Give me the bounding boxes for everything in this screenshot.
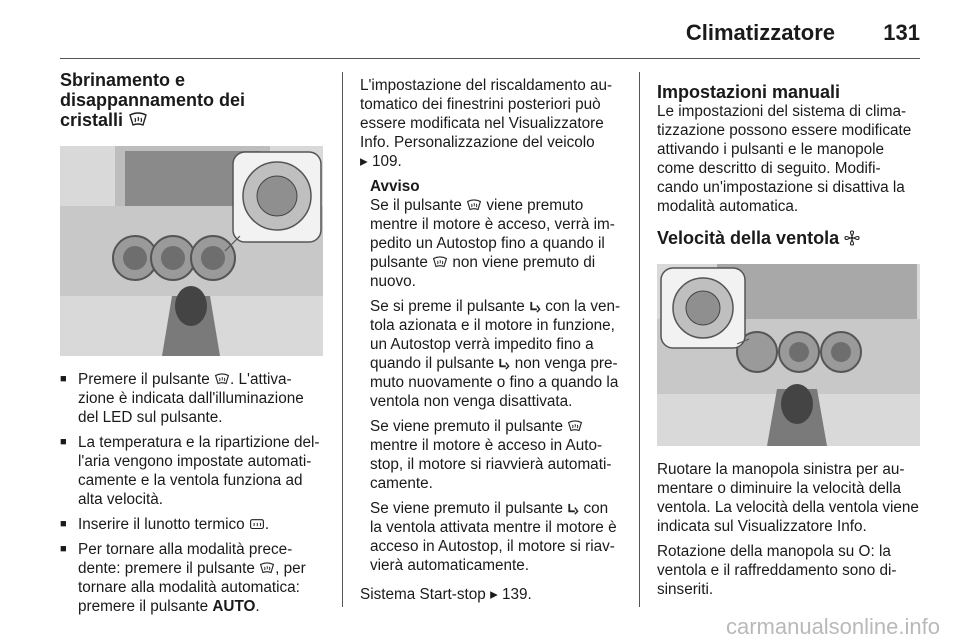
note-paragraph: Se si preme il pulsante con la ven-tola azionata e il motore in funzione, un Autostop verrà impedito fino a quando il pulsante non venga pre-muto nuovamente o fino a quando la ventola non venga disattivata. [370,298,621,410]
note-paragraph: Se viene premuto il pulsante con la ventola attivata mentre il motore è acceso in Autostop, il motore si riav-vierà automaticamente. [370,500,617,574]
section-heading-fan: Velocità della ventola [657,228,922,248]
cross-reference-icon: ▸ [490,586,498,603]
column-divider-2 [639,72,640,607]
column-divider-1 [342,72,343,607]
windscreen-defrost-icon [128,112,148,128]
watermark: carmanualsonline.info [725,614,940,639]
column-2 [360,76,622,610]
list-item: ■ Premere il pulsante . L'attiva-zione è indicata dall'illuminazione del LED sul pulsante. [60,370,325,427]
header-title: Climatizzatore [685,20,835,45]
windscreen-defrost-icon [466,199,482,212]
rear-window-heating-icon [249,518,265,531]
start-stop-reference: Sistema Start-stop ▸ 139. [360,586,532,603]
note-box [360,177,622,575]
windscreen-defrost-icon [259,562,275,575]
defrost-button-photo [60,146,323,356]
cross-reference-icon: ▸ [360,153,368,170]
air-distribution-icon [498,357,510,370]
off-symbol: O [858,543,871,560]
note-paragraph: Se viene premuto il pulsante mentre il motore è acceso in Auto-stop, il motore si riavvierà automati-camente. [370,418,612,492]
fan-icon [844,230,860,246]
section-heading-manual: Impostazioni manuali [657,82,841,102]
fan-knob-photo [657,264,920,446]
windscreen-defrost-icon [432,256,448,269]
intro-paragraph: L'impostazione del riscaldamento au-tomatico dei finestrini posteriori può essere modificata nel Visualizzatore Info. Personalizzazione del veicolo ▸ 109. [360,77,613,170]
auto-label: AUTO [212,598,256,615]
list-item: ■ Per tornare alla modalità prece-dente: premere il pulsante , per tornare alla modalità automatica: premere il pulsante AUTO. [60,540,325,616]
defrost-steps [60,370,325,616]
note-paragraph: Se il pulsante viene premuto mentre il motore è acceso, verrà im-pedito un Autostop fino a quando il pulsante non viene premuto di nuovo. [370,197,615,290]
air-distribution-icon [567,502,579,515]
fan-paragraph: Ruotare la manopola sinistra per au-mentare o diminuire la velocità della ventola. La velocità della ventola viene indicata sul Visualizzatore Info. [657,461,919,535]
column-3 [657,82,922,605]
header-rule [60,58,920,59]
section-heading-defrost: Sbrinamento e disappannamento dei cristalli [60,70,246,130]
fan-off-paragraph: Rotazione della manopola su O: la ventola e il raffreddamento sono di-sinseriti. [657,543,897,598]
manual-paragraph: Le impostazioni del sistema di clima-tizzazione possono essere modificate attivando i pulsanti e le manopole come descritto di seguito. Modifi-cando un'impostazione si disattiva la modalità automatica. [657,103,912,215]
page-number: 131 [883,20,920,45]
list-item: ■ Inserire il lunotto termico . [60,515,325,534]
windscreen-defrost-icon [567,420,583,433]
column-1 [60,70,325,622]
note-title: Avviso [370,178,420,195]
list-item: ■ La temperatura e la ripartizione del-l'aria vengono impostate automati-camente e la ventola funziona ad alta velocità. [60,433,325,509]
air-distribution-icon [529,300,541,313]
windscreen-defrost-icon [214,373,230,386]
